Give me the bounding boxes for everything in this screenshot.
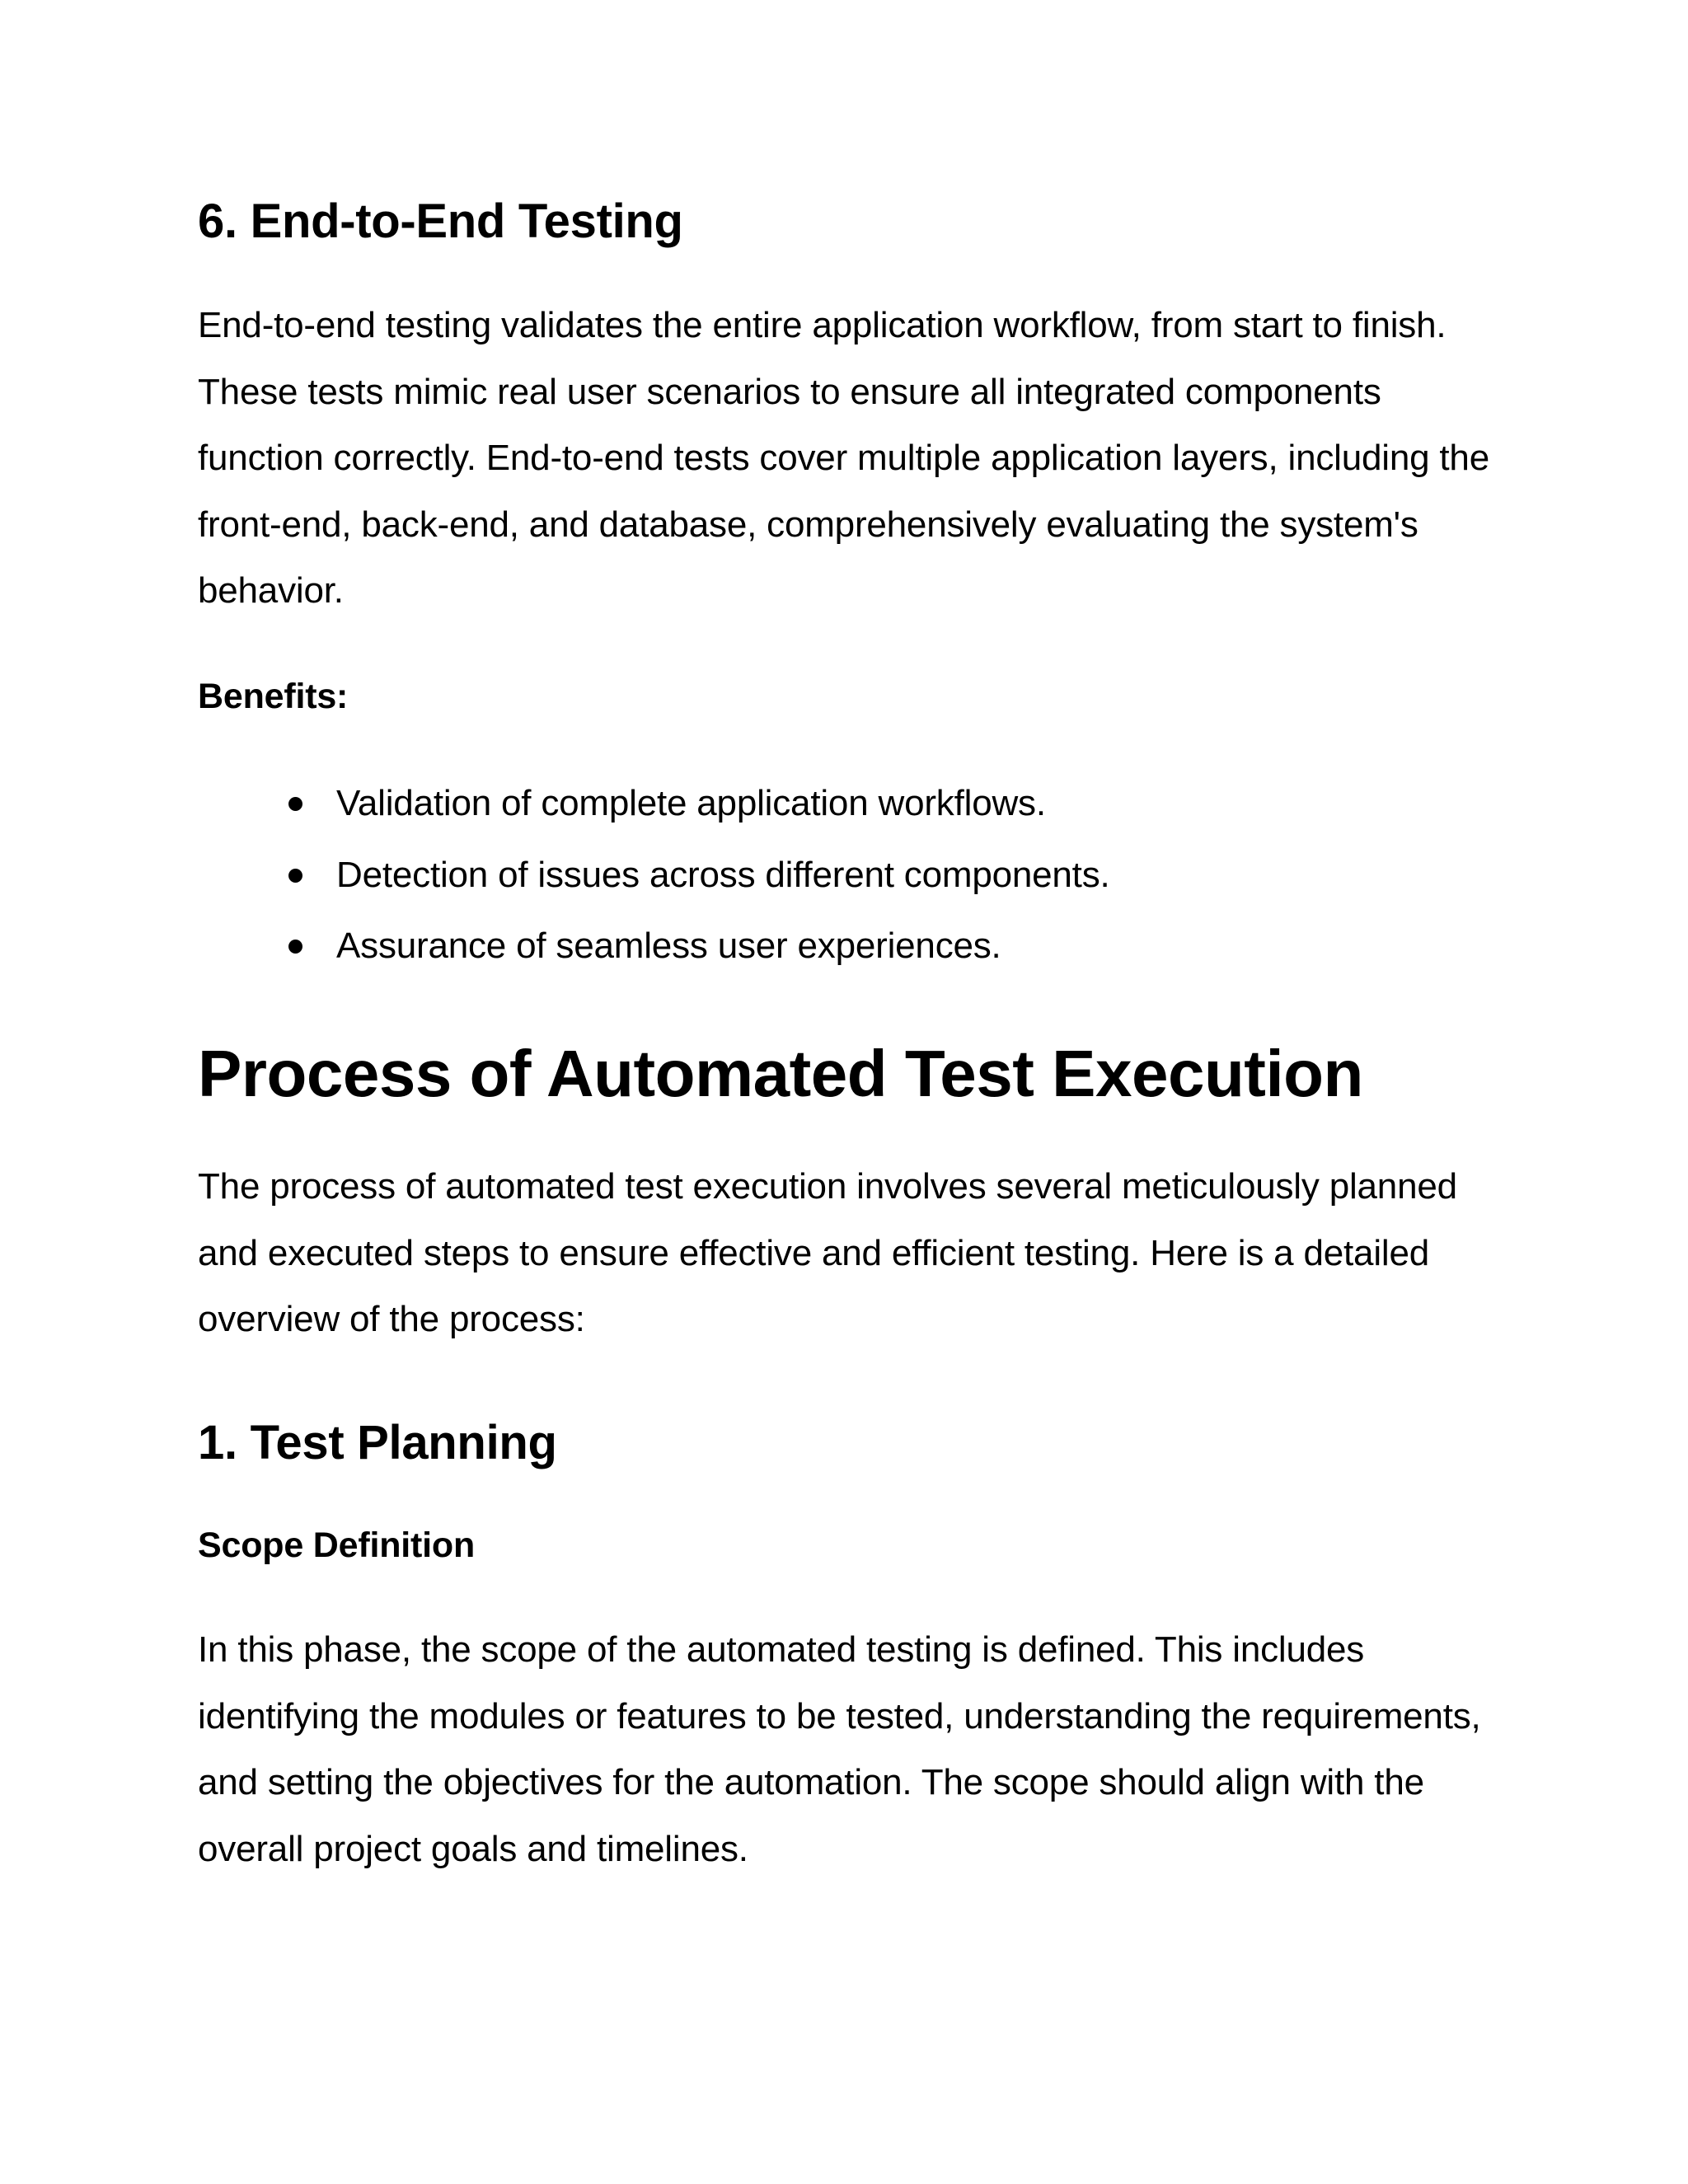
section-heading-test-planning: 1. Test Planning — [198, 1416, 557, 1469]
subheading-scope-definition: Scope Definition — [198, 1526, 476, 1565]
benefits-label: Benefits: — [198, 677, 349, 716]
benefits-list-item-text: Validation of complete application workflows. — [336, 783, 1046, 823]
scope-definition-paragraph: In this phase, the scope of the automated testing is defined. This includes identifying the modules or features to be tested, understanding the requirements, and setting the objectives for the automation. The scope should align with the overall project goals and timelines. — [198, 1629, 1481, 1869]
benefits-list-item-text: Assurance of seamless user experiences. — [336, 926, 1001, 966]
benefits-list-item-text: Detection of issues across different components. — [336, 854, 1110, 895]
section-title-process-of-automated-test-execution: Process of Automated Test Execution — [198, 1037, 1363, 1110]
end-to-end-testing-paragraph: End-to-end testing validates the entire application workflow, from start to finish. These tests mimic real user scenarios to ensure all integrated components function correctly. End-to-end tests cover multiple application layers, including the front-end, back-end, and database, comprehensively evaluating the system's behavior. — [198, 305, 1489, 611]
section-heading-end-to-end-testing: 6. End-to-End Testing — [198, 194, 683, 248]
bullet-icon — [288, 869, 302, 883]
bullet-icon — [288, 940, 302, 954]
benefits-list-item — [288, 840, 1525, 912]
benefits-list — [288, 768, 1525, 982]
benefits-list-item — [288, 768, 1525, 840]
process-intro-paragraph: The process of automated test execution involves several meticulously planned and executed steps to ensure effective and efficient testing. Here is a detailed overview of the process: — [198, 1166, 1457, 1339]
bullet-icon — [288, 797, 302, 811]
benefits-list-item — [288, 911, 1525, 982]
